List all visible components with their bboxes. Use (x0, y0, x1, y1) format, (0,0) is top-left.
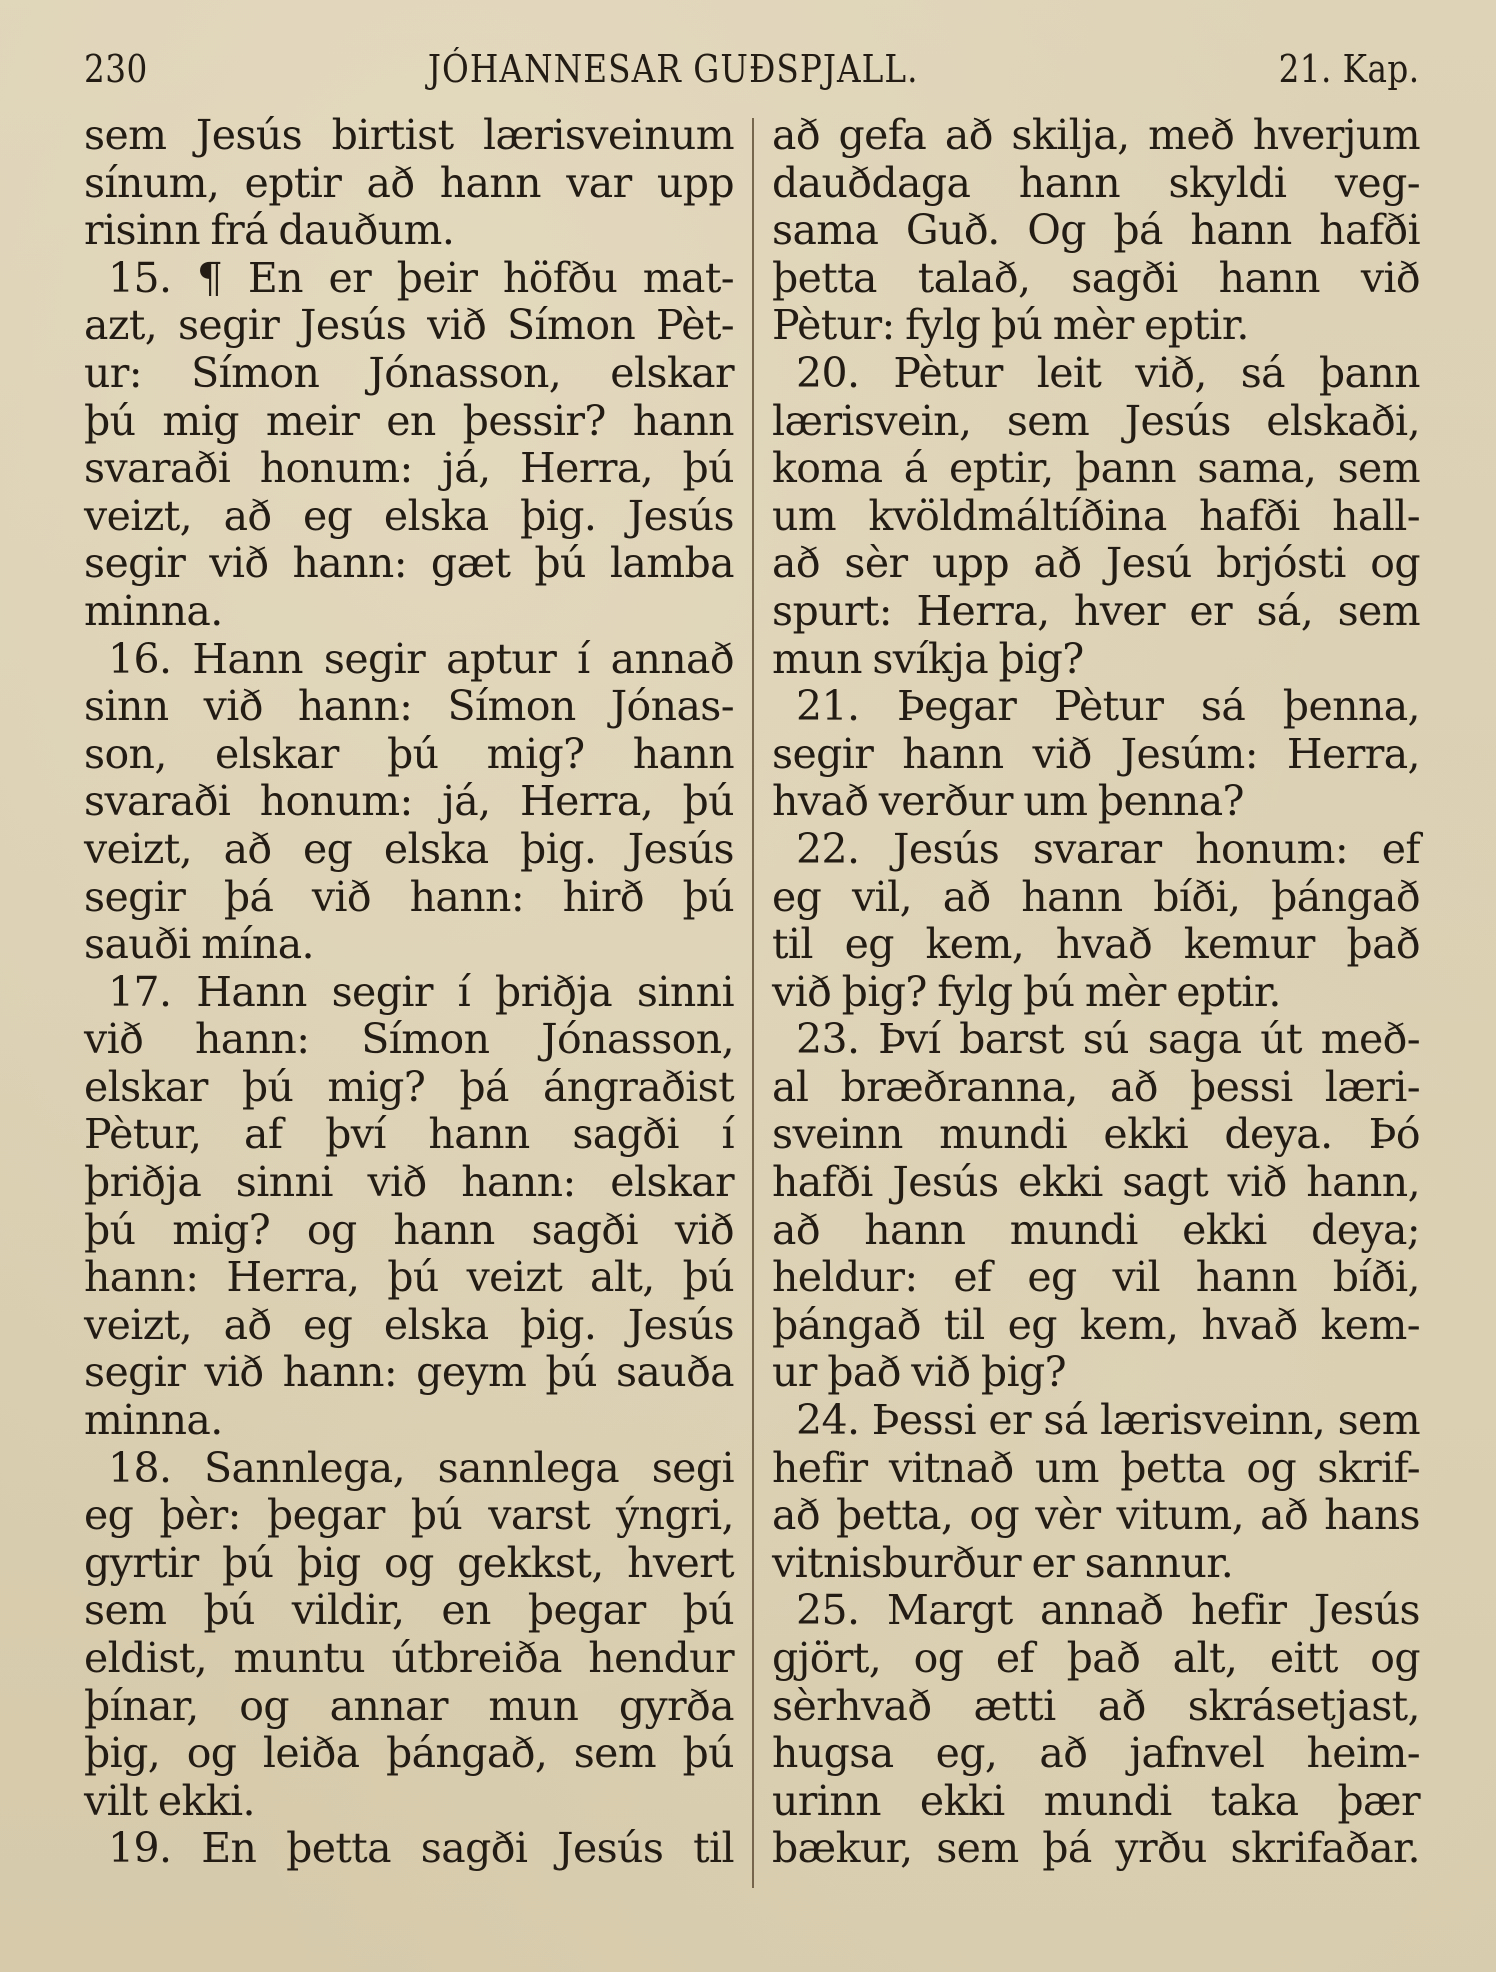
text-line (772, 540, 1420, 588)
text-line-content: segir við hann: geym þú sauða (84, 1348, 734, 1397)
text-line (84, 112, 734, 160)
text-line-content: við þig? fylg þú mèr eptir. (772, 967, 1281, 1016)
text-line-content: 18. Sannlega, sannlega segi (108, 1443, 734, 1492)
text-line (772, 778, 1420, 826)
text-line-content: dauðdaga hann skyldi veg- (772, 158, 1420, 207)
text-line (772, 588, 1420, 636)
text-line-content: 17. Hann segir í þriðja sinni (108, 967, 734, 1016)
text-line (84, 1302, 734, 1350)
text-line-content: hafði Jesús ekki sagt við hann, (772, 1158, 1420, 1207)
text-line (772, 1540, 1420, 1588)
text-line (84, 874, 734, 922)
text-line (772, 969, 1420, 1017)
text-line-content: segir við hann: gæt þú lamba (84, 539, 734, 588)
text-line-content: hvað verður um þenna? (772, 777, 1244, 826)
text-line-content: 25. Margt annað hefir Jesús (796, 1586, 1420, 1635)
text-line (84, 1159, 734, 1207)
text-line (772, 636, 1420, 684)
text-line (84, 207, 734, 255)
text-line-content: sem Jesús birtist lærisveinum (84, 111, 734, 159)
text-line-content: þriðja sinni við hann: elskar (84, 1158, 734, 1207)
text-line (772, 398, 1420, 446)
text-line (84, 1730, 734, 1778)
text-line-content: azt, segir Jesús við Símon Pèt- (84, 301, 734, 350)
text-line (772, 1207, 1420, 1255)
text-line (772, 1492, 1420, 1540)
text-line-content: að þetta, og vèr vitum, að hans (772, 1491, 1420, 1540)
text-line (84, 1540, 734, 1588)
text-line (84, 1111, 734, 1159)
text-line (772, 1683, 1420, 1731)
text-line-content: lærisvein, sem Jesús elskaði, (772, 396, 1420, 445)
text-line-content: ur það við þig? (772, 1348, 1067, 1397)
text-line-content: eg vil, að hann bíði, þángað (772, 872, 1420, 921)
text-line-content: svaraði honum: já, Herra, þú (84, 777, 734, 826)
text-line-content: um kvöldmáltíðina hafði hall- (772, 491, 1420, 540)
text-line-content: 24. Þessi er sá lærisveinn, sem (796, 1396, 1420, 1445)
page-number: 230 (84, 47, 148, 91)
text-line (772, 1445, 1420, 1493)
text-line (772, 1111, 1420, 1159)
text-line-content: gjört, og ef það alt, eitt og (772, 1634, 1420, 1682)
text-line-content: veizt, að eg elska þig. Jesús (84, 491, 734, 540)
text-line-content: sinn við hann: Símon Jónas- (84, 682, 734, 731)
text-line-content: 19. En þetta sagði Jesús til (108, 1824, 734, 1873)
text-line-content: segir þá við hann: hirð þú (84, 872, 734, 921)
text-line-content: þú mig? og hann sagði við (84, 1205, 734, 1254)
chapter-label: 21. Kap. (1278, 47, 1420, 91)
text-line (84, 302, 734, 350)
text-line-content: vilt ekki. (84, 1776, 255, 1825)
text-line-content: veizt, að eg elska þig. Jesús (84, 824, 734, 873)
text-line (84, 683, 734, 731)
text-line-content: við hann: Símon Jónasson, (84, 1015, 734, 1064)
text-line-content: risinn frá dauðum. (84, 206, 455, 255)
text-line (84, 540, 734, 588)
text-line-content: koma á eptir, þann sama, sem (772, 444, 1420, 493)
text-line (772, 874, 1420, 922)
text-line (772, 1730, 1420, 1778)
text-line (772, 731, 1420, 779)
text-line (84, 350, 734, 398)
text-line-content: 23. Því barst sú saga út með- (796, 1015, 1420, 1064)
text-line (84, 1445, 734, 1493)
text-line (84, 588, 734, 636)
text-line (84, 969, 734, 1017)
text-line-content: spurt: Herra, hver er sá, sem (772, 586, 1420, 635)
text-line-content: svaraði honum: já, Herra, þú (84, 444, 734, 493)
text-line (84, 1254, 734, 1302)
text-line (772, 493, 1420, 541)
text-line-content: til eg kem, hvað kemur það (772, 920, 1420, 969)
text-line (772, 1635, 1420, 1683)
text-line-content: þángað til eg kem, hvað kem- (772, 1300, 1420, 1349)
text-line-content: að sèr upp að Jesú brjósti og (772, 539, 1420, 588)
text-line (772, 1254, 1420, 1302)
right-text-column (772, 112, 1420, 1873)
text-line (772, 160, 1420, 208)
text-line-content: að hann mundi ekki deya; (772, 1205, 1420, 1254)
text-line-content: urinn ekki mundi taka þær (772, 1776, 1420, 1825)
text-line-content: eldist, muntu útbreiða hendur (84, 1634, 734, 1682)
text-line (772, 826, 1420, 874)
text-line (772, 1778, 1420, 1826)
text-line (772, 445, 1420, 493)
text-line-content: 21. Þegar Pètur sá þenna, (796, 682, 1420, 731)
text-line-content: gyrtir þú þig og gekkst, hvert (84, 1538, 734, 1587)
text-line-content: veizt, að eg elska þig. Jesús (84, 1300, 734, 1349)
text-line-content: minna. (84, 586, 223, 635)
text-line (772, 1064, 1420, 1112)
text-line (84, 731, 734, 779)
text-line (84, 778, 734, 826)
text-line (772, 921, 1420, 969)
text-line-content: sínum, eptir að hann var upp (84, 158, 734, 207)
text-line (84, 1683, 734, 1731)
text-line-content: að gefa að skilja, með hverjum (772, 111, 1420, 159)
text-line (772, 683, 1420, 731)
text-line-content: segir hann við Jesúm: Herra, (772, 729, 1420, 778)
text-line (84, 1825, 734, 1873)
left-text-column (84, 112, 734, 1873)
text-line (84, 921, 734, 969)
text-line (772, 1159, 1420, 1207)
text-line (84, 255, 734, 303)
text-line-content: sauði mína. (84, 920, 314, 969)
book-title: JÓHANNESAR GUÐSPJALL. (427, 47, 919, 91)
text-line-content: þig, og leiða þángað, sem þú (84, 1729, 734, 1778)
text-line (84, 1349, 734, 1397)
column-divider (752, 118, 754, 1888)
text-line-content: minna. (84, 1396, 223, 1445)
text-line-content: heldur: ef eg vil hann bíði, (772, 1253, 1420, 1302)
text-line (772, 1016, 1420, 1064)
text-line-content: 22. Jesús svarar honum: ef (796, 824, 1420, 873)
text-line (84, 1587, 734, 1635)
text-line (84, 636, 734, 684)
text-line (84, 160, 734, 208)
text-line-content: ur: Símon Jónasson, elskar (84, 348, 734, 397)
text-line-content: þetta talað, sagði hann við (772, 253, 1420, 302)
text-line (84, 1397, 734, 1445)
text-line (84, 1016, 734, 1064)
text-line-content: hefir vitnað um þetta og skrif- (772, 1443, 1420, 1492)
text-line-content: Pètur: fylg þú mèr eptir. (772, 301, 1249, 350)
text-line (772, 350, 1420, 398)
text-line-content: eg þèr: þegar þú varst ýngri, (84, 1491, 734, 1540)
text-line-content: Pètur, af því hann sagði í (84, 1110, 734, 1159)
text-line (772, 1825, 1420, 1873)
text-line (84, 1207, 734, 1255)
text-line (772, 302, 1420, 350)
text-line (772, 255, 1420, 303)
text-line-content: hugsa eg, að jafnvel heim- (772, 1729, 1420, 1778)
text-line-content: elskar þú mig? þá ángraðist (84, 1062, 734, 1111)
text-line-content: al bræðranna, að þessi læri- (772, 1062, 1420, 1111)
text-line-content: bækur, sem þá yrðu skrifaðar. (772, 1824, 1420, 1873)
text-line (772, 1587, 1420, 1635)
text-line-content: þú mig meir en þessir? hann (84, 396, 734, 445)
text-line (84, 493, 734, 541)
text-line-content: 15. ¶ En er þeir höfðu mat- (108, 253, 734, 302)
text-line-content: sama Guð. Og þá hann hafði (772, 206, 1420, 255)
text-line-content: 16. Hann segir aptur í annað (108, 634, 734, 683)
text-line (84, 445, 734, 493)
text-line-content: vitnisburður er sannur. (772, 1538, 1234, 1587)
text-line (772, 1349, 1420, 1397)
text-line (84, 1635, 734, 1683)
text-line (84, 1492, 734, 1540)
text-line-content: 20. Pètur leit við, sá þann (796, 348, 1420, 397)
text-line (772, 1302, 1420, 1350)
text-line-content: sveinn mundi ekki deya. Þó (772, 1110, 1420, 1159)
text-line (84, 398, 734, 446)
running-head (84, 44, 1420, 94)
text-line (84, 1778, 734, 1826)
text-line (84, 826, 734, 874)
text-line (772, 112, 1420, 160)
text-line-content: sèrhvað ætti að skrásetjast, (772, 1681, 1420, 1730)
text-line (772, 207, 1420, 255)
text-line (772, 1397, 1420, 1445)
text-line-content: þínar, og annar mun gyrða (84, 1681, 734, 1730)
text-line-content: mun svíkja þig? (772, 634, 1084, 683)
text-line-content: sem þú vildir, en þegar þú (84, 1586, 734, 1635)
text-line (84, 1064, 734, 1112)
text-line-content: hann: Herra, þú veizt alt, þú (84, 1253, 734, 1302)
text-line-content: son, elskar þú mig? hann (84, 729, 734, 778)
